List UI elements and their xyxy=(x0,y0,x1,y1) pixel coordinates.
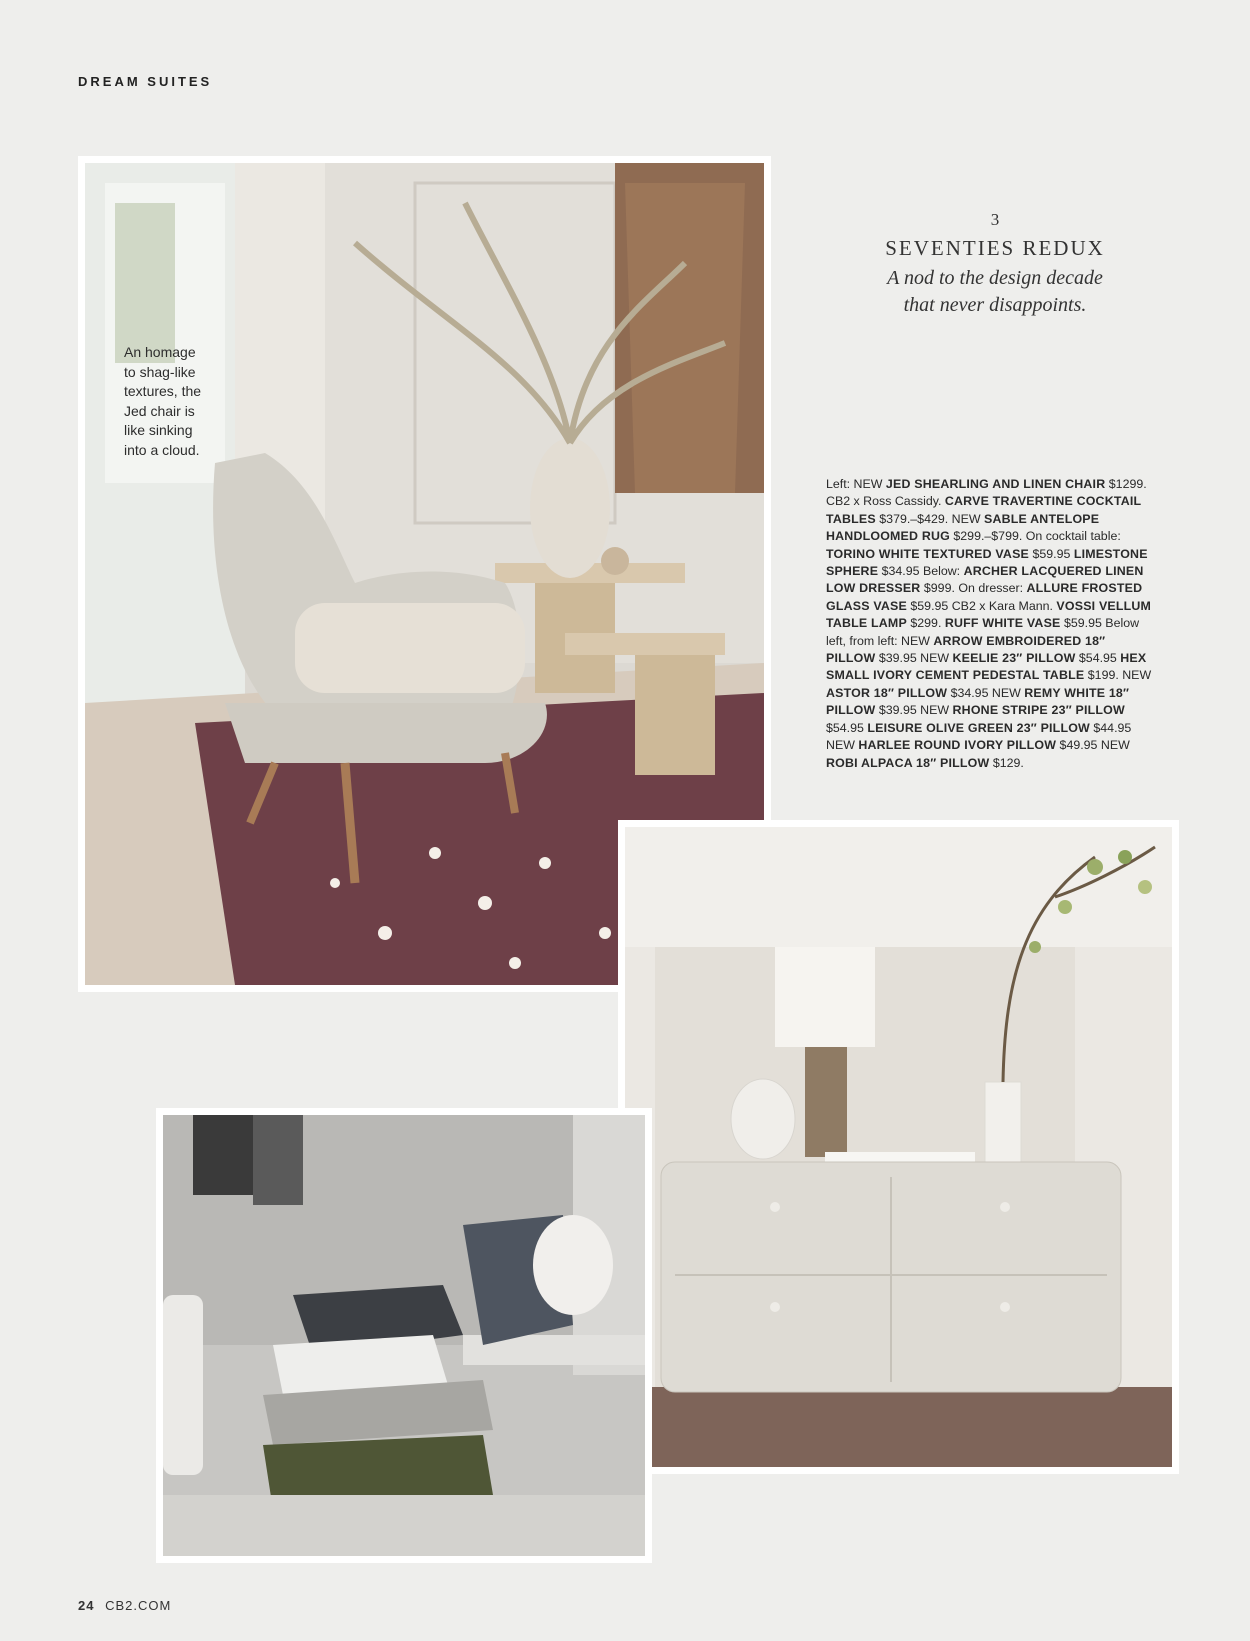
product-name: TORINO WHITE TEXTURED VASE xyxy=(826,546,1030,561)
page-footer xyxy=(78,1598,171,1613)
caption-line: to shag-like xyxy=(124,363,196,380)
credit-text: $54.95 xyxy=(1075,651,1121,666)
site-url: CB2.COM xyxy=(105,1598,172,1613)
credit-text: $34.95 NEW xyxy=(947,685,1025,700)
caption-line: into a cloud. xyxy=(124,441,200,458)
credit-text: $1299. CB2 x Ross Cassidy. xyxy=(826,477,1147,509)
product-name: ROBI ALPACA 18″ PILLOW xyxy=(826,755,990,770)
credit-text: $299. xyxy=(906,616,945,631)
product-name: RHONE STRIPE 23″ PILLOW xyxy=(952,703,1125,718)
product-name: RUFF WHITE VASE xyxy=(944,616,1061,631)
caption-line: like sinking xyxy=(124,422,193,438)
pillows-photo xyxy=(156,1108,652,1563)
credit-text: $34.95 Below: xyxy=(878,564,964,579)
product-name: SABLE ANTELOPE HANDLOOMED RUG xyxy=(826,511,1100,544)
credit-text: $999. On dresser: xyxy=(920,581,1027,596)
credit-text: $59.95 Below left, from left: NEW xyxy=(826,616,1140,648)
product-name: ARROW EMBROIDERED 18″ PILLOW xyxy=(826,633,1106,666)
dresser-scene-illustration xyxy=(625,827,1172,1467)
credit-text: $39.95 NEW xyxy=(875,651,953,666)
feature-heading xyxy=(820,210,1170,319)
product-name: ALLURE FROSTED GLASS VASE xyxy=(826,581,1143,613)
credit-text: $129. xyxy=(989,755,1024,770)
product-name: CARVE TRAVERTINE COCKTAIL TABLES xyxy=(826,494,1142,526)
product-name: JED SHEARLING AND LINEN CHAIR xyxy=(885,477,1106,491)
product-name: ARCHER LACQUERED LINEN LOW DRESSER xyxy=(826,564,1144,596)
section-label: DREAM SUITES xyxy=(78,74,213,89)
pillows-scene-illustration xyxy=(163,1115,645,1556)
feature-number: 3 xyxy=(990,210,1000,229)
credit-text: $54.95 xyxy=(826,720,868,735)
product-name: ASTOR 18″ PILLOW xyxy=(826,685,948,700)
product-name: KEELIE 23″ PILLOW xyxy=(952,651,1076,666)
credit-text: $299.–$799. On cocktail table: xyxy=(949,529,1121,544)
credit-text: $379.–$429. NEW xyxy=(875,511,984,526)
product-name: VOSSI VELLUM TABLE LAMP xyxy=(826,598,1152,631)
page-number: 24 xyxy=(78,1598,95,1613)
product-credits xyxy=(826,476,1156,772)
caption-line: textures, the xyxy=(124,383,202,399)
feature-subtitle-line1: A nod to the design decade xyxy=(887,267,1103,289)
chair-caption xyxy=(124,343,234,460)
credit-text: Left: NEW xyxy=(826,477,886,491)
dresser-photo xyxy=(618,820,1179,1474)
feature-title: SEVENTIES REDUX xyxy=(885,236,1105,260)
product-name: REMY WHITE 18″ PILLOW xyxy=(826,685,1130,718)
feature-subtitle-line2: that never disappoints. xyxy=(903,294,1087,316)
caption-line: An homage xyxy=(124,344,196,360)
credit-text: $39.95 NEW xyxy=(875,703,953,718)
credit-text: $59.95 xyxy=(1029,546,1074,561)
credit-text: $44.95 NEW xyxy=(826,720,1132,753)
credit-text: $59.95 CB2 x Kara Mann. xyxy=(906,598,1057,613)
product-name: LIMESTONE SPHERE xyxy=(826,546,1148,579)
caption-line: Jed chair is xyxy=(124,402,195,419)
product-name: LEISURE OLIVE GREEN 23″ PILLOW xyxy=(867,720,1090,735)
product-name: HEX SMALL IVORY CEMENT PEDESTAL TABLE xyxy=(826,651,1147,683)
product-name: HARLEE ROUND IVORY PILLOW xyxy=(858,738,1057,753)
credit-text: $49.95 NEW xyxy=(1056,738,1130,753)
credit-text: $199. NEW xyxy=(1084,668,1152,683)
